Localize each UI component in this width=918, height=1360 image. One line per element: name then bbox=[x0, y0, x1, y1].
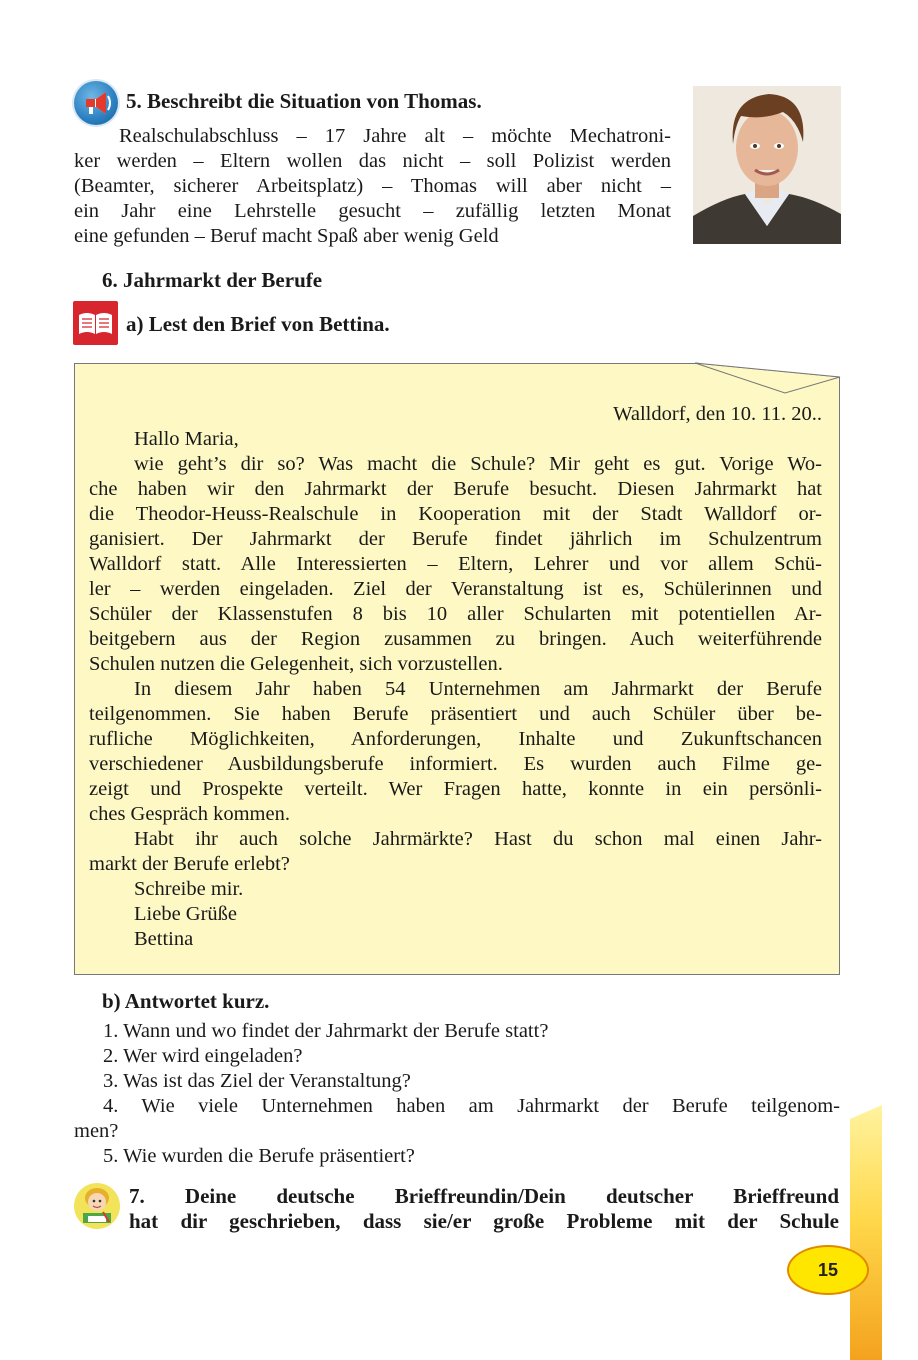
question-item: 5. Wie wurden die Berufe präsentiert? bbox=[103, 1145, 415, 1167]
task-6a-heading: a) Lest den Brief von Bettina. bbox=[126, 312, 390, 336]
letter-fold-corner bbox=[690, 357, 845, 397]
open-book-icon bbox=[73, 301, 118, 345]
question-item: 1. Wann und wo findet der Jahrmarkt der Berufe statt? bbox=[103, 1020, 549, 1042]
task-6b-heading: b) Antwortet kurz. bbox=[102, 989, 270, 1013]
text-line: ches Gespräch kommen. bbox=[89, 803, 290, 825]
text-line: verschiedener Ausbildungsberufe informiert. Es wurden auch Filme ge- bbox=[89, 753, 822, 775]
writing-child-icon bbox=[73, 1182, 121, 1230]
text-line: (Beamter, sicherer Arbeitsplatz) – Thomas will aber nicht – bbox=[74, 175, 671, 197]
text-line: ker werden – Eltern wollen das nicht – soll Polizist werden bbox=[74, 150, 671, 172]
page-number-badge: 15 bbox=[787, 1245, 869, 1295]
text-line: Habt ihr auch solche Jahrmärkte? Hast du schon mal einen Jahr- bbox=[134, 828, 822, 850]
text-line: ler – werden eingeladen. Ziel der Veranstaltung ist es, Schülerinnen und bbox=[89, 578, 822, 600]
letter-date: Walldorf, den 10. 11. 20.. bbox=[613, 403, 822, 425]
letter-text bbox=[89, 402, 822, 952]
letter-signature: Bettina bbox=[134, 928, 194, 950]
letter-closing-request: Schreibe mir. bbox=[134, 878, 244, 900]
text-line: rufliche Möglichkeiten, Anforderungen, Inhalte und Zukunftschancen bbox=[89, 728, 822, 750]
text-line: Schüler der Klassenstufen 8 bis 10 aller Schularten mit potentiellen Ar- bbox=[89, 603, 822, 625]
letter-greeting: Hallo Maria, bbox=[134, 428, 239, 450]
text-line: Schulen nutzen die Gelegenheit, sich vorzustellen. bbox=[89, 653, 503, 675]
page-edge-stripe bbox=[850, 1105, 882, 1360]
task-7-heading bbox=[129, 1184, 839, 1234]
text-line: hat dir geschrieben, dass sie/er große Probleme mit der Schule bbox=[129, 1209, 839, 1233]
text-line: eine gefunden – Beruf macht Spaß aber wenig Geld bbox=[74, 225, 499, 247]
text-line: teilgenommen. Sie haben Berufe präsentiert und auch Schüler über be- bbox=[89, 703, 822, 725]
question-item: 4. Wie viele Unternehmen haben am Jahrmarkt der Berufe teilgenom- bbox=[103, 1095, 840, 1117]
task-5-keywords bbox=[74, 124, 671, 249]
thomas-portrait-image bbox=[693, 86, 841, 244]
text-line: In diesem Jahr haben 54 Unternehmen am Jahrmarkt der Berufe bbox=[134, 678, 822, 700]
megaphone-icon bbox=[74, 81, 118, 125]
text-line: wie geht’s dir so? Was macht die Schule? Mir geht es gut. Vorige Wo- bbox=[134, 453, 822, 475]
text-line: beitgebern aus der Region zusammen zu bringen. Auch weiterführende bbox=[89, 628, 822, 650]
text-line: ein Jahr eine Lehrstelle gesucht – zufällig letzten Monat bbox=[74, 200, 671, 222]
text-line: zeigt und Prospekte verteilt. Wer Fragen hatte, konnte in ein persönli- bbox=[89, 778, 822, 800]
text-line: Realschulabschluss – 17 Jahre alt – möchte Mechatroni- bbox=[119, 125, 671, 147]
task-5-heading: 5. Beschreibt die Situation von Thomas. bbox=[126, 89, 482, 113]
text-line: Walldorf statt. Alle Interessierten – Eltern, Lehrer und vor allem Schü- bbox=[89, 553, 822, 575]
text-line: ganisiert. Der Jahrmarkt der Berufe findet jährlich im Schulzentrum bbox=[89, 528, 822, 550]
question-item-continued: men? bbox=[74, 1120, 119, 1142]
text-line: markt der Berufe erlebt? bbox=[89, 853, 290, 875]
text-line: 7. Deine deutsche Brieffreundin/Dein deutscher Brieffreund bbox=[129, 1184, 839, 1208]
question-item: 3. Was ist das Ziel der Veranstaltung? bbox=[103, 1070, 411, 1092]
task-6-heading: 6. Jahrmarkt der Berufe bbox=[102, 268, 323, 292]
letter-regards: Liebe Grüße bbox=[134, 903, 238, 925]
question-list bbox=[74, 1019, 840, 1169]
text-line: che haben wir den Jahrmarkt der Berufe besucht. Diesen Jahrmarkt hat bbox=[89, 478, 822, 500]
question-item: 2. Wer wird eingeladen? bbox=[103, 1045, 303, 1067]
text-line: die Theodor-Heuss-Realschule in Kooperation mit der Stadt Walldorf or- bbox=[89, 503, 822, 525]
